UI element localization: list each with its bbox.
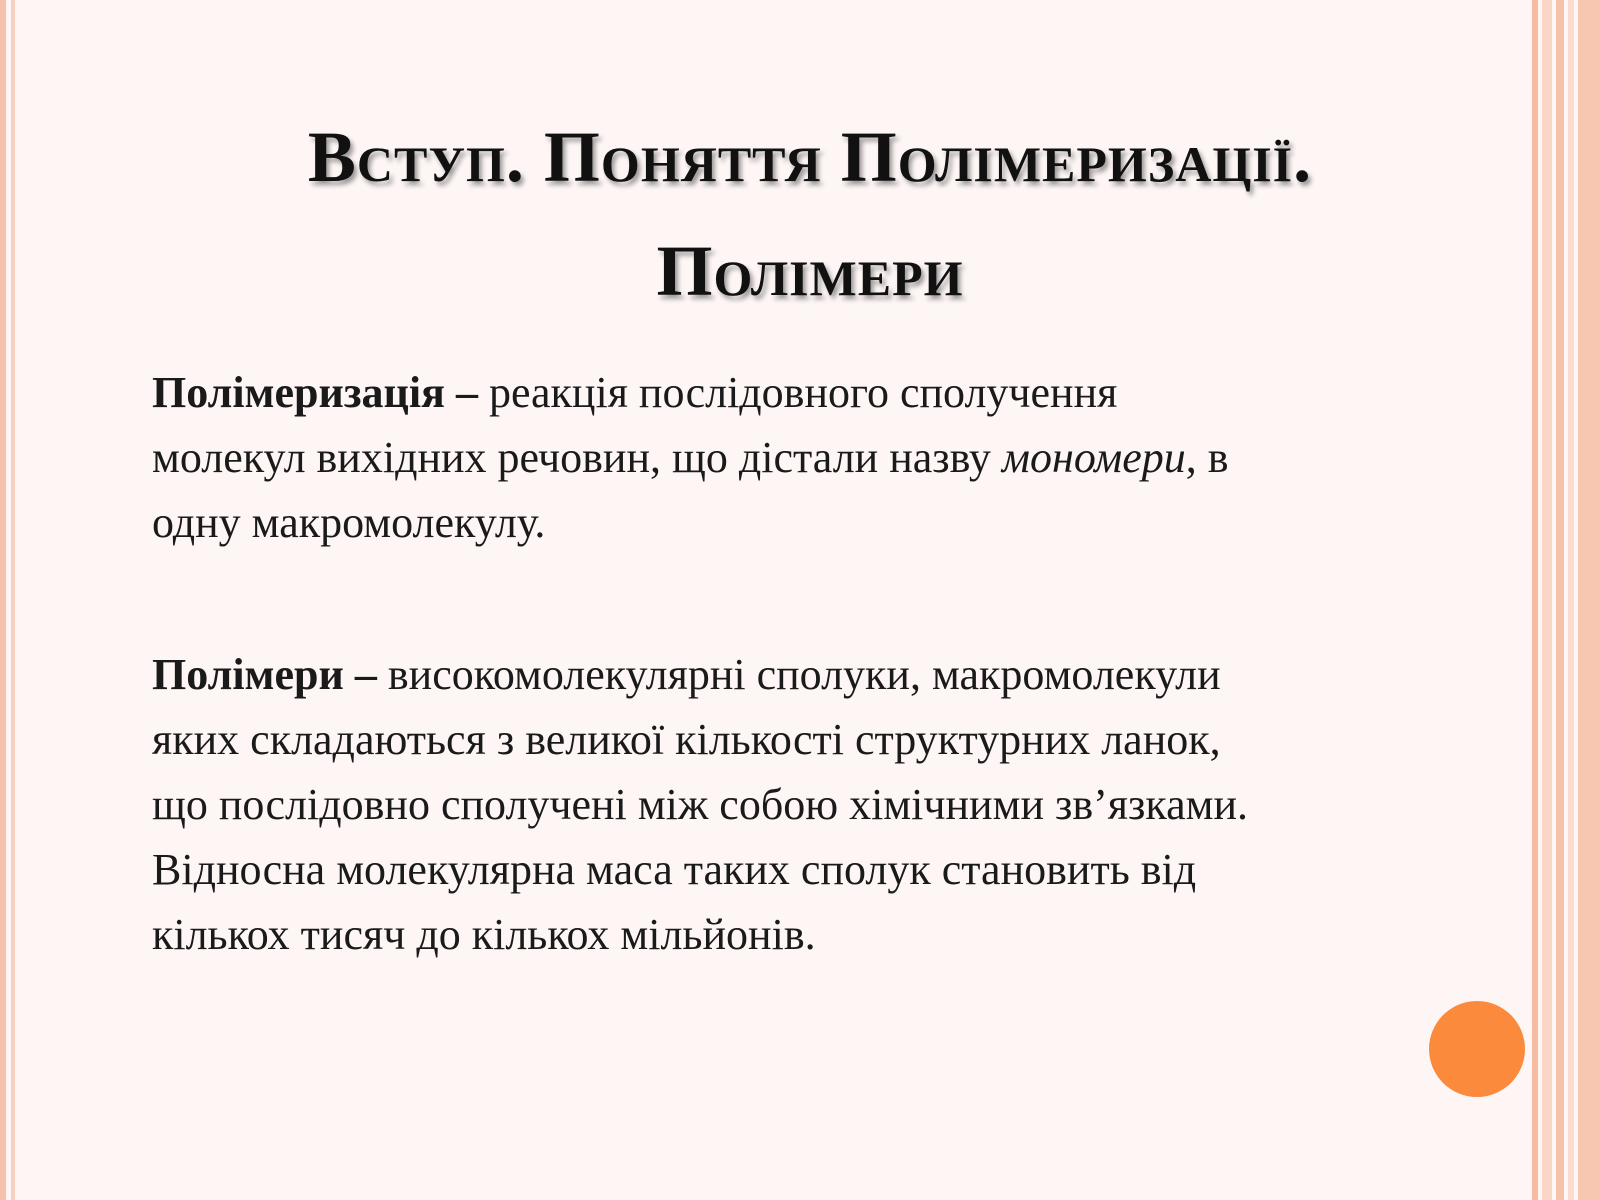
definition-dash: – xyxy=(444,368,489,417)
left-border-stripe xyxy=(0,0,6,1200)
slide-title-line2: Полімери xyxy=(656,231,964,311)
definition-polymers xyxy=(152,642,1492,967)
right-decor-stripe xyxy=(1556,0,1564,1200)
right-decor-stripe xyxy=(1542,0,1552,1200)
left-border-stripe-inner xyxy=(11,0,15,1200)
accent-circle xyxy=(1429,1001,1525,1097)
definition-polymerization xyxy=(152,360,1492,555)
term-polymerization: Полімеризація xyxy=(152,368,445,417)
definition-text: реакція послідовного сполучення молекул вихідних речовин, що дістали назву xyxy=(152,368,1118,482)
definition-text-end: , в одну макромолекулу. xyxy=(152,433,1229,547)
slide-title xyxy=(140,100,1480,328)
term-monomers: мономери xyxy=(1001,433,1186,482)
definition-dash: – xyxy=(343,650,388,699)
definition-text: високомолекулярні сполуки, макромолекули яких складаються з великої кількості структурних ланок, що послідовно сполучені між собою хімічними зв’язками. Відносна молекулярна маса таких сполук становить від кількох тисяч до кількох мільйонів. xyxy=(152,650,1249,959)
right-decor-stripe xyxy=(1568,0,1574,1200)
right-decor-stripe xyxy=(1532,0,1538,1200)
right-decor-stripe xyxy=(1578,0,1600,1200)
term-polymers: Полімери xyxy=(152,650,344,699)
slide-title-line1: Вступ. Поняття Полімеризації. xyxy=(307,117,1313,197)
